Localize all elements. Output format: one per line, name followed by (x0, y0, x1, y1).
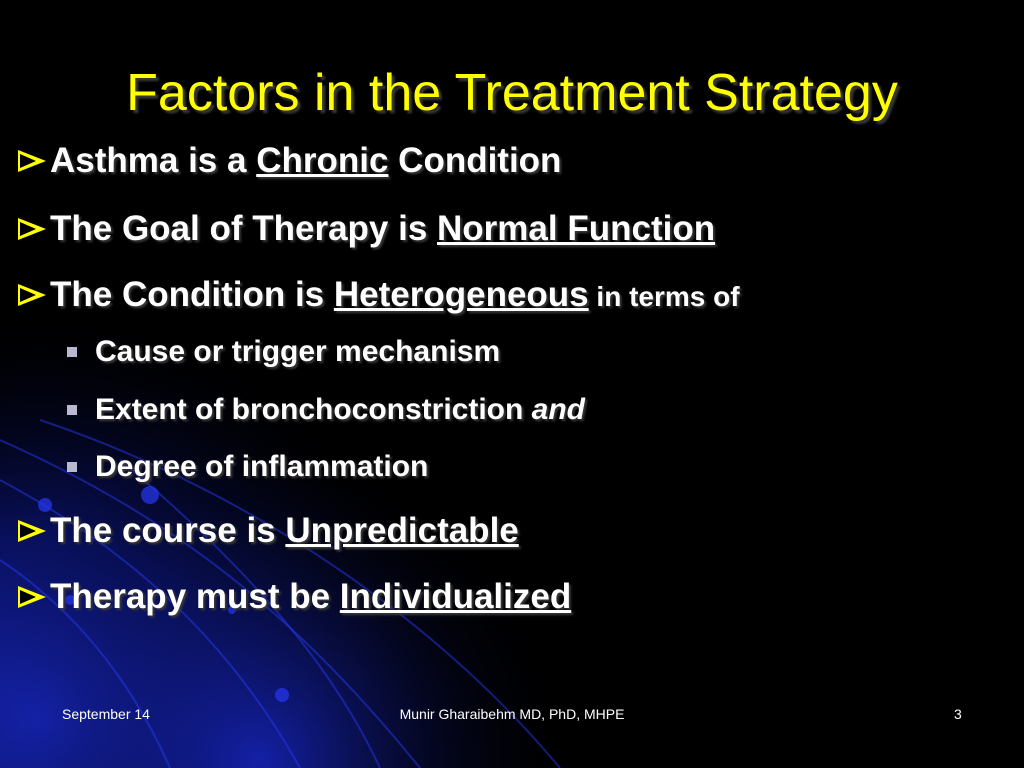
bullet-item: Asthma is a Chronic Condition (50, 141, 562, 180)
square-bullet-icon (67, 405, 77, 415)
bullet-item: The course is Unpredictable (50, 511, 519, 550)
bullet-item: The Goal of Therapy is Normal Function (50, 209, 716, 248)
footer-date: September 14 (62, 706, 150, 722)
square-bullet-icon (67, 462, 77, 472)
bullet-item: Therapy must be Individualized (50, 577, 572, 616)
footer-page-number: 3 (954, 706, 962, 722)
square-bullet-icon (67, 347, 77, 357)
arrow-bullet-icon (18, 218, 46, 240)
arrow-bullet-icon (18, 586, 46, 608)
bullet-item: The Condition is Heterogeneous in terms of (50, 275, 740, 314)
sub-bullet-item: Cause or trigger mechanism (95, 335, 501, 368)
arrow-bullet-icon (18, 284, 46, 306)
footer-author: Munir Gharaibehm MD, PhD, MHPE (399, 706, 625, 722)
slide-title: Factors in the Treatment Strategy (126, 64, 898, 122)
sub-bullet-item: Extent of bronchoconstriction and (95, 393, 586, 426)
arrow-bullet-icon (18, 520, 46, 542)
arrow-bullet-icon (18, 150, 46, 172)
sub-bullet-item: Degree of inflammation (95, 450, 429, 483)
